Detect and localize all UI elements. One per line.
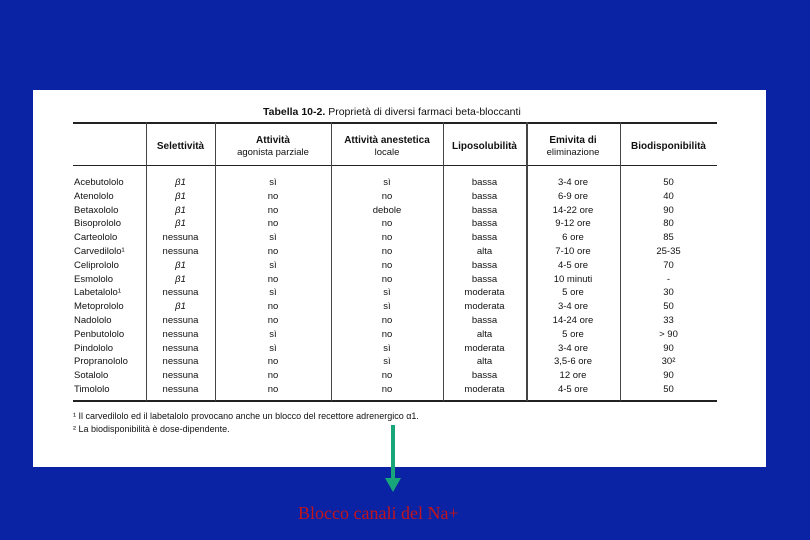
- drug-name-cell: Propranololo: [74, 356, 128, 368]
- table-cell: sì: [383, 287, 391, 299]
- drug-name-cell: Labetalolo¹: [74, 287, 122, 299]
- table-cell: 9-12 ore: [555, 218, 591, 230]
- table-cell: no: [267, 246, 279, 257]
- table-cell: 33: [663, 315, 674, 326]
- column-header-title: Selettività: [156, 141, 205, 152]
- table-cell: bassa: [471, 218, 498, 230]
- table-cell: bassa: [471, 315, 498, 326]
- table-cell: sì: [383, 177, 391, 188]
- table-cell: 10 minuti: [553, 273, 593, 285]
- table-cell: no: [267, 218, 279, 230]
- table-cell: 5 ore: [562, 328, 584, 340]
- table-cell: bassa: [471, 232, 498, 244]
- table-cell: alta: [476, 328, 493, 340]
- table-cell: 40: [663, 190, 674, 202]
- table-cell: no: [381, 259, 393, 271]
- table-cell: nessuna: [162, 342, 199, 354]
- table-cell: 6-9 ore: [557, 190, 589, 202]
- table-cell: no: [267, 190, 279, 202]
- footnotes: [73, 410, 419, 436]
- table-cell: 90: [663, 342, 674, 354]
- table-cell: moderata: [464, 301, 505, 313]
- table-cell: no: [267, 370, 279, 382]
- table-caption: [263, 106, 521, 118]
- drug-name-cell: Metoprololo: [74, 301, 124, 313]
- table-cell: nessuna: [162, 328, 199, 340]
- table-cell: > 90: [659, 328, 678, 340]
- table-cell: 50: [663, 301, 674, 313]
- table-cell: 90: [663, 370, 674, 382]
- column-header-title: Biodisponibilità: [631, 141, 706, 152]
- table-cell: -: [666, 273, 671, 285]
- table-cell: sì: [269, 342, 277, 354]
- table-cell: no: [381, 218, 393, 230]
- table-cell: β1: [175, 204, 186, 216]
- table-cell: β1: [175, 301, 186, 313]
- table-cell: β1: [175, 273, 186, 285]
- table-cell: nessuna: [162, 246, 199, 257]
- table-cell: 3-4 ore: [557, 177, 589, 188]
- drug-name-cell: Pindololo: [74, 342, 114, 354]
- table-cell: nessuna: [162, 315, 199, 326]
- table-cell: 25-35: [656, 246, 681, 257]
- table-cell: no: [381, 273, 393, 285]
- table-cell: bassa: [471, 177, 498, 188]
- footnote-2: ² La biodisponibilità è dose-dipendente.: [73, 424, 230, 434]
- column-header: [443, 132, 526, 162]
- table-cell: 30: [663, 287, 674, 299]
- table-cell: 90: [663, 204, 674, 216]
- table-cell: 4-5 ore: [557, 259, 589, 271]
- arrowhead-icon: [385, 478, 401, 492]
- table-cell: sì: [269, 177, 277, 188]
- table-cell: sì: [383, 301, 391, 313]
- table-cell: β1: [175, 190, 186, 202]
- column-header: [331, 132, 443, 162]
- table-cell: bassa: [471, 273, 498, 285]
- table-sheet: [33, 90, 766, 467]
- table-cell: sì: [383, 342, 391, 354]
- table-cell: sì: [269, 328, 277, 340]
- table-cell: no: [381, 315, 393, 326]
- column-header: [526, 132, 620, 162]
- table-cell: no: [381, 190, 393, 202]
- column-header-title: Attività: [256, 135, 290, 146]
- drug-name-cell: Celiprololo: [74, 259, 119, 271]
- table-cell: no: [267, 301, 279, 313]
- table-cell: no: [381, 370, 393, 382]
- table-cell: 12 ore: [559, 370, 587, 382]
- table-cell: no: [267, 356, 279, 368]
- table-cell: sì: [269, 287, 277, 299]
- column-header: [215, 132, 331, 162]
- table-cell: nessuna: [162, 287, 199, 299]
- table-cell: 7-10 ore: [555, 246, 591, 257]
- drug-name-cell: Timololo: [74, 384, 110, 395]
- table-cell: alta: [476, 356, 493, 368]
- table-cell: 50: [663, 177, 674, 188]
- table-cell: 3-4 ore: [557, 342, 589, 354]
- table-cell: 50: [663, 384, 674, 395]
- drug-properties-table: [73, 122, 717, 401]
- table-cell: 3-4 ore: [557, 301, 589, 313]
- table-cell: sì: [383, 356, 391, 368]
- column-header-subtitle: locale: [374, 147, 400, 158]
- drug-name-cell: Sotalolo: [74, 370, 109, 382]
- table-cell: nessuna: [162, 232, 199, 244]
- table-cell: nessuna: [162, 384, 199, 395]
- table-cell: moderata: [464, 384, 505, 395]
- table-cell: 14-24 ore: [552, 315, 594, 326]
- table-cell: β1: [175, 177, 186, 188]
- table-cell: no: [267, 204, 279, 216]
- drug-name-cell: Acebutololo: [74, 177, 124, 188]
- table-cell: bassa: [471, 204, 498, 216]
- column-header-subtitle: eliminazione: [546, 147, 600, 158]
- column-header-title: Attività anestetica: [344, 135, 430, 146]
- table-cell: alta: [476, 246, 493, 257]
- table-cell: no: [381, 246, 393, 257]
- drug-name-cell: Nadololo: [74, 315, 112, 326]
- caption-number: Tabella 10-2.: [263, 106, 326, 118]
- drug-name-cell: Carvedilolo¹: [74, 246, 125, 257]
- table-cell: 80: [663, 218, 674, 230]
- table-cell: no: [267, 273, 279, 285]
- table-cell: β1: [175, 259, 186, 271]
- table-cell: 3,5-6 ore: [553, 356, 593, 368]
- annotation-text: Blocco canali del Na+: [298, 503, 459, 523]
- table-cell: no: [381, 232, 393, 244]
- table-cell: 30²: [661, 356, 676, 368]
- column-header-title: Liposolubilità: [452, 141, 517, 152]
- table-cell: 4-5 ore: [557, 384, 589, 395]
- drug-name-cell: Betaxololo: [74, 204, 119, 216]
- table-cell: nessuna: [162, 370, 199, 382]
- table-cell: debole: [372, 204, 402, 216]
- table-cell: no: [267, 315, 279, 326]
- column-header-title: Emivita di: [549, 135, 597, 146]
- table-cell: nessuna: [162, 356, 199, 368]
- table-cell: moderata: [464, 287, 505, 299]
- table-cell: 14-22 ore: [552, 204, 594, 216]
- drug-name-cell: Esmololo: [74, 273, 114, 285]
- table-cell: moderata: [464, 342, 505, 354]
- table-cell: β1: [175, 218, 186, 230]
- drug-name-cell: Penbutololo: [74, 328, 125, 340]
- drug-name-cell: Bisoprololo: [74, 218, 121, 230]
- table-cell: sì: [269, 259, 277, 271]
- table-cell: 6 ore: [562, 232, 584, 244]
- table-cell: bassa: [471, 370, 498, 382]
- drug-name-cell: Carteololo: [74, 232, 118, 244]
- footnote-1: ¹ Il carvedilolo ed il labetalolo provocano anche un blocco del recettore adrenergico α1.: [73, 411, 419, 421]
- table-cell: no: [381, 384, 393, 395]
- column-header: [620, 132, 717, 162]
- column-header-subtitle: agonista parziale: [237, 147, 309, 158]
- table-cell: 85: [663, 232, 674, 244]
- column-header: [146, 132, 215, 162]
- caption-text: Proprietà di diversi farmaci beta-bloccanti: [328, 106, 521, 118]
- table-cell: no: [381, 328, 393, 340]
- table-cell: bassa: [471, 259, 498, 271]
- arrow-down-icon: [391, 425, 395, 481]
- table-cell: no: [267, 384, 279, 395]
- table-cell: 5 ore: [562, 287, 584, 299]
- table-cell: sì: [269, 232, 277, 244]
- table-cell: 70: [663, 259, 674, 271]
- drug-name-cell: Atenololo: [74, 190, 114, 202]
- table-cell: bassa: [471, 190, 498, 202]
